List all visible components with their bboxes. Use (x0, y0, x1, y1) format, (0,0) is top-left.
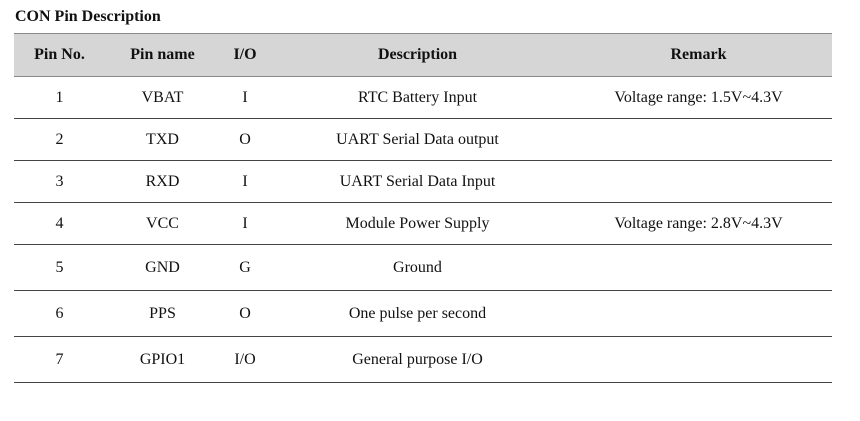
pin-description-table (14, 33, 832, 383)
cell-pin-name: VBAT (105, 77, 220, 119)
cell-pin-no: 2 (14, 119, 105, 161)
table-row (14, 245, 832, 291)
cell-io: I/O (220, 337, 270, 383)
cell-remark: Voltage range: 2.8V~4.3V (565, 203, 832, 245)
cell-description: UART Serial Data Input (270, 161, 565, 203)
header-io: I/O (220, 34, 270, 77)
table-row (14, 291, 832, 337)
table-row (14, 203, 832, 245)
cell-io: I (220, 203, 270, 245)
cell-pin-no: 1 (14, 77, 105, 119)
header-remark: Remark (565, 34, 832, 77)
header-pin-name: Pin name (105, 34, 220, 77)
cell-pin-no: 7 (14, 337, 105, 383)
cell-remark (565, 161, 832, 203)
cell-io: I (220, 77, 270, 119)
table-row (14, 337, 832, 383)
cell-io: I (220, 161, 270, 203)
table-row (14, 77, 832, 119)
cell-remark (565, 119, 832, 161)
cell-pin-no: 5 (14, 245, 105, 291)
cell-description: General purpose I/O (270, 337, 565, 383)
cell-pin-name: GND (105, 245, 220, 291)
table-title: CON Pin Description (15, 8, 161, 25)
cell-description: RTC Battery Input (270, 77, 565, 119)
cell-pin-no: 3 (14, 161, 105, 203)
table-row (14, 119, 832, 161)
cell-remark (565, 245, 832, 291)
cell-pin-name: TXD (105, 119, 220, 161)
cell-io: O (220, 291, 270, 337)
cell-description: Ground (270, 245, 565, 291)
header-pin-no: Pin No. (14, 34, 105, 77)
cell-description: UART Serial Data output (270, 119, 565, 161)
cell-pin-no: 4 (14, 203, 105, 245)
header-description: Description (270, 34, 565, 77)
cell-remark: Voltage range: 1.5V~4.3V (565, 77, 832, 119)
cell-pin-name: GPIO1 (105, 337, 220, 383)
table-row (14, 161, 832, 203)
cell-pin-name: PPS (105, 291, 220, 337)
cell-remark (565, 337, 832, 383)
cell-io: G (220, 245, 270, 291)
cell-pin-name: VCC (105, 203, 220, 245)
cell-description: Module Power Supply (270, 203, 565, 245)
cell-io: O (220, 119, 270, 161)
cell-description: One pulse per second (270, 291, 565, 337)
cell-pin-no: 6 (14, 291, 105, 337)
cell-remark (565, 291, 832, 337)
table-header-row (14, 34, 832, 77)
cell-pin-name: RXD (105, 161, 220, 203)
